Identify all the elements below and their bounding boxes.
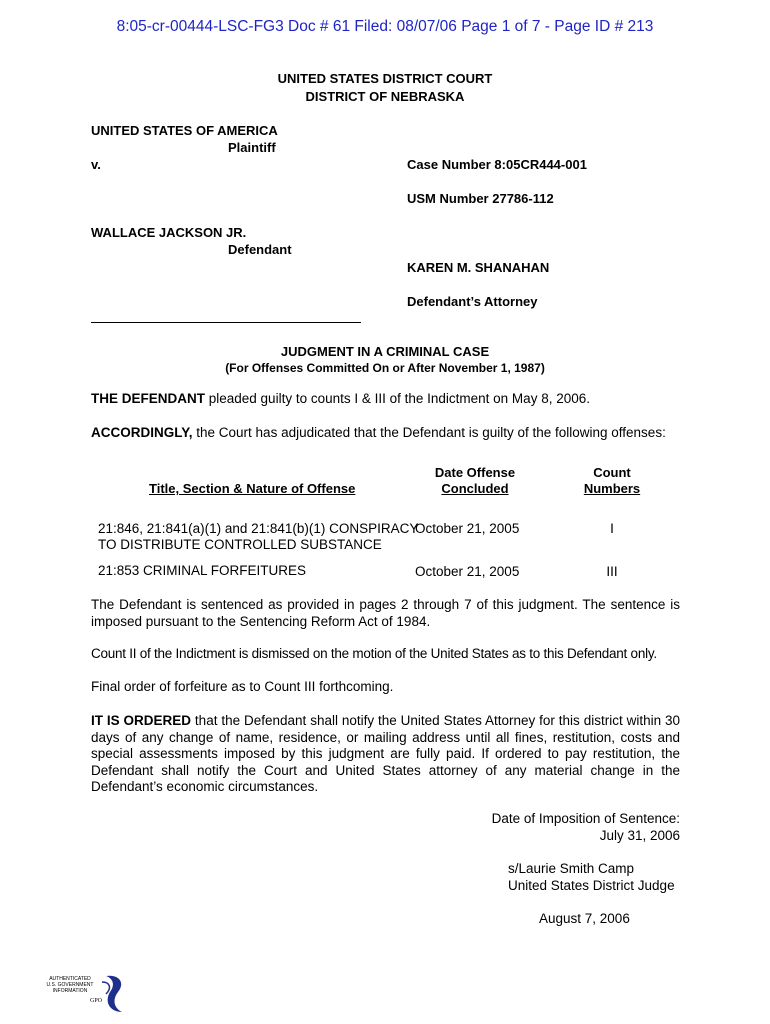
case-number: Case Number 8:05CR444-001 [407, 157, 587, 172]
svg-text:GPO: GPO [89, 998, 103, 1004]
dismissal-paragraph: Count II of the Indictment is dismissed on the motion of the United States as to this Defendant only. [91, 646, 657, 661]
imposition-label: Date of Imposition of Sentence: [491, 811, 680, 826]
plea-text: pleaded guilty to counts I & III of the Indictment on May 8, 2006. [205, 391, 590, 406]
offense-row-1-line2: TO DISTRIBUTE CONTROLLED SUBSTANCE [98, 537, 382, 552]
gpo-seal-logo [42, 972, 132, 1016]
judgment-title: JUDGMENT IN A CRIMINAL CASE [280, 344, 490, 359]
adjudication-lead: ACCORDINGLY, [91, 425, 193, 440]
sentencing-paragraph: The Defendant is sentenced as provided in pages 2 through 7 of this judgment. The sentence is imposed pursuant to the Sentencing Reform Act of 1984. [91, 597, 680, 629]
offense-row-1-line1: 21:846, 21:841(a)(1) and 21:841(b)(1) CONSPIRACY [98, 521, 419, 536]
header-count-line1: Count [593, 465, 631, 480]
imposition-date: July 31, 2006 [599, 828, 680, 843]
signer-title: United States District Judge [508, 878, 675, 893]
adjudication-text: the Court has adjudicated that the Defendant is guilty of the following offenses: [192, 425, 666, 440]
docket-header: 8:05-cr-00444-LSC-FG3 Doc # 61 Filed: 08/07/06 Page 1 of 7 - Page ID # 213 [116, 18, 654, 35]
order-paragraph [91, 713, 680, 796]
adjudication-statement [91, 425, 666, 440]
defendant-name: WALLACE JACKSON JR. [91, 225, 247, 240]
svg-text:INFORMATION: INFORMATION [52, 988, 88, 994]
header-offense-title: Title, Section & Nature of Offense [149, 481, 356, 496]
header-date-line1: Date Offense [434, 465, 516, 480]
offense-row-2-count: III [606, 564, 618, 579]
versus: v. [91, 157, 101, 172]
order-lead: IT IS ORDERED [91, 713, 192, 728]
plaintiff-name: UNITED STATES OF AMERICA [91, 123, 278, 138]
plaintiff-label: Plaintiff [228, 140, 276, 155]
offense-row-2-date: October 21, 2005 [415, 564, 520, 579]
court-name: UNITED STATES DISTRICT COURT [277, 71, 493, 86]
signer-name: s/Laurie Smith Camp [508, 861, 635, 876]
order-text: that the Defendant shall notify the United States Attorney for this district within 30 days of any change of name, residence, or mailing address until all fines, restitution, costs and special assessments imposed by this judgment are fully paid. If ordered to pay restitution, the Defendant shall notify the Court and United States attorney of any material change in the Defendant’s economic circumstances. [91, 713, 681, 794]
attorney-label: Defendant’s Attorney [407, 294, 538, 309]
caption-divider [91, 322, 361, 323]
judgment-subtitle: (For Offenses Committed On or After November 1, 1987) [225, 361, 545, 375]
header-date-line2: Concluded [441, 481, 509, 496]
plea-statement [91, 391, 590, 406]
offense-row-1-count: I [610, 521, 614, 536]
svg-text:U.S. GOVERNMENT: U.S. GOVERNMENT [46, 982, 94, 988]
header-count-line2: Numbers [583, 481, 641, 496]
defendant-label: Defendant [228, 242, 292, 257]
court-district: DISTRICT OF NEBRASKA [305, 89, 465, 104]
usm-number: USM Number 27786-112 [407, 191, 554, 206]
offense-row-1-date: October 21, 2005 [415, 521, 520, 536]
svg-text:AUTHENTICATED: AUTHENTICATED [49, 976, 91, 982]
offense-row-2-line1: 21:853 CRIMINAL FORFEITURES [98, 563, 307, 578]
signed-date: August 7, 2006 [539, 911, 630, 926]
forfeiture-paragraph: Final order of forfeiture as to Count III forthcoming. [91, 679, 394, 694]
plea-lead: THE DEFENDANT [91, 391, 205, 406]
attorney-name: KAREN M. SHANAHAN [407, 260, 550, 275]
